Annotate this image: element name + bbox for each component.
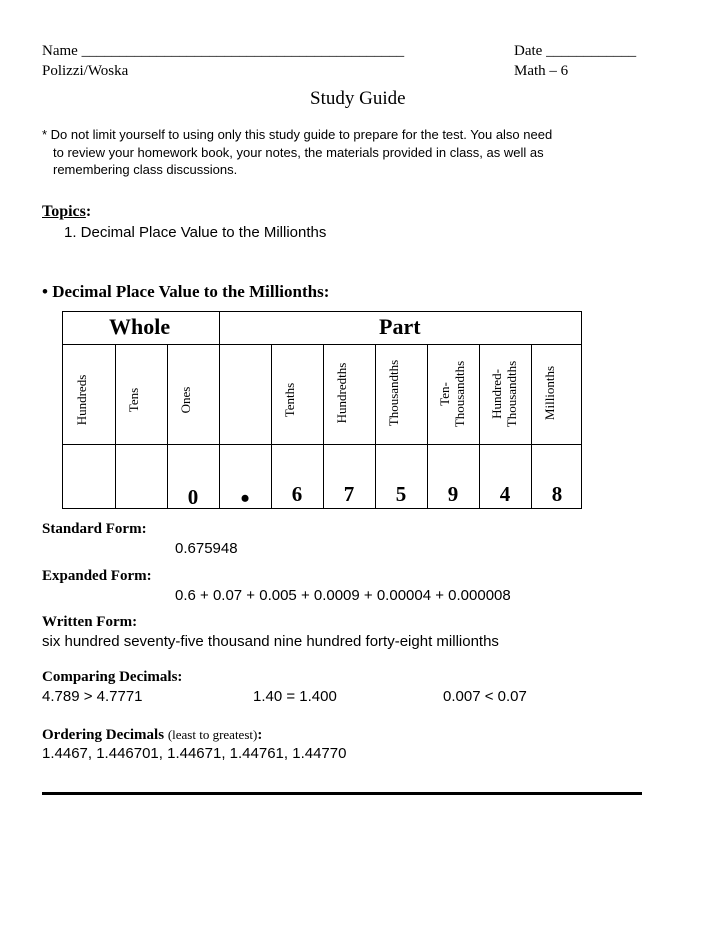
col-hundreds: Hundreds <box>74 374 89 426</box>
col-divider <box>479 344 480 508</box>
comparing-example-3: 0.007 < 0.07 <box>443 688 527 705</box>
whole-part-divider <box>219 312 220 508</box>
topics-colon: : <box>85 203 92 220</box>
digit-tenths: 6 <box>291 482 303 506</box>
col-hundred-thousandths: Hundred- Thousandths <box>489 360 519 428</box>
ordering-heading <box>42 727 262 744</box>
digit-ones: 0 <box>187 485 199 509</box>
bullet-icon: • <box>42 282 48 301</box>
topics-heading <box>42 203 91 221</box>
digit-thousandths: 5 <box>395 482 407 506</box>
page-title: Study Guide <box>310 88 406 109</box>
col-divider <box>167 344 168 508</box>
col-divider <box>375 344 376 508</box>
written-form-label: Written Form: <box>42 614 138 630</box>
part-header: Part <box>379 314 421 339</box>
topic-item: 1. Decimal Place Value to the Millionths <box>64 224 327 241</box>
digit-hundredths: 7 <box>343 482 355 506</box>
col-millionths: Millionths <box>542 365 557 421</box>
comparing-example-1: 4.789 > 4.7771 <box>42 688 143 705</box>
comparing-example-2: 1.40 = 1.400 <box>253 688 337 705</box>
col-divider <box>531 344 532 508</box>
topics-label: Topics <box>42 203 86 220</box>
section-heading-text: Decimal Place Value to the Millionths: <box>52 282 330 301</box>
ordering-value: 1.4467, 1.446701, 1.44671, 1.44761, 1.44770 <box>42 745 347 762</box>
digit-millionths: 8 <box>551 482 563 506</box>
digit-hundred-thousandths: 4 <box>499 482 511 506</box>
col-ten-thousandths: Ten- Thousandths <box>437 360 467 428</box>
col-ones: Ones <box>178 386 193 414</box>
section-heading <box>42 282 329 302</box>
col-divider <box>427 344 428 508</box>
col-divider <box>115 344 116 508</box>
teacher-names: Polizzi/Woska <box>42 63 129 79</box>
col-divider <box>323 344 324 508</box>
digit-ten-thousandths: 9 <box>447 482 459 506</box>
decimal-point: • <box>240 484 250 513</box>
note-line-2: to review your homework book, your notes, the materials provided in class, as well as <box>53 145 544 160</box>
ordering-label: Ordering Decimals <box>42 727 165 743</box>
ordering-colon: : <box>257 727 263 743</box>
col-tens: Tens <box>126 387 141 413</box>
course-name: Math – 6 <box>514 63 569 79</box>
standard-form-value: 0.675948 <box>175 540 238 557</box>
expanded-form-label: Expanded Form: <box>42 568 152 584</box>
col-hundredths: Hundredths <box>334 362 349 424</box>
note-line-3: remembering class discussions. <box>53 162 238 177</box>
col-thousandths: Thousandths <box>386 359 401 427</box>
ordering-note: (least to greatest) <box>167 727 258 742</box>
comparing-label: Comparing Decimals: <box>42 669 183 685</box>
whole-header: Whole <box>109 314 171 339</box>
name-line: Name ___________________________________________ <box>42 43 405 59</box>
col-divider <box>271 344 272 508</box>
place-value-table <box>62 311 582 513</box>
expanded-form-value: 0.6 + 0.07 + 0.005 + 0.0009 + 0.00004 + 0.000008 <box>175 587 511 604</box>
col-tenths: Tenths <box>282 382 297 418</box>
written-form-value: six hundred seventy-five thousand nine hundred forty-eight millionths <box>42 633 499 650</box>
date-line: Date ____________ <box>514 43 637 59</box>
note-line-1: * Do not limit yourself to using only this study guide to prepare for the test. You also need <box>42 127 553 142</box>
standard-form-label: Standard Form: <box>42 521 147 537</box>
bottom-rule <box>42 792 642 795</box>
